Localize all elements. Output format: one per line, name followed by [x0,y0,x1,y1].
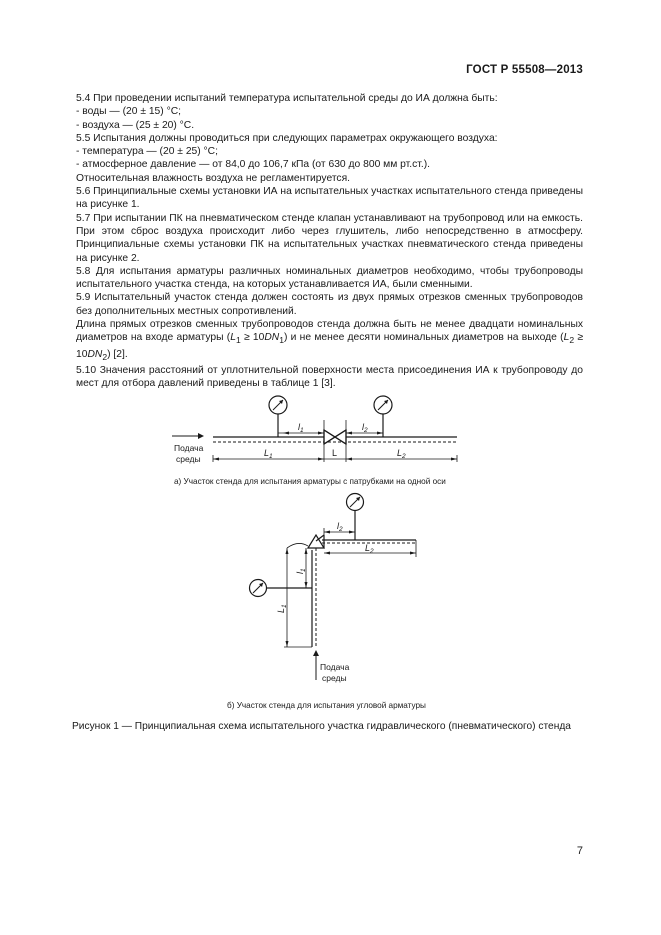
label-l2-b: $l_2$ [337,521,343,533]
feed-arrowhead-b [313,650,319,656]
pressure-gauge-b1-icon [347,494,364,541]
paragraph-5-4: 5.4 При проведении испытаний температура испытательной среды до ИА должна быть: [76,93,498,104]
arrow-L2b-left [324,552,330,555]
angle-valve-icon [308,535,324,548]
arrow-L1b-bottom [286,641,289,647]
feed-label-a-1: Подача [174,443,204,453]
paragraph-5-5: 5.5 Испытания должны проводиться при следующих параметрах окружающего воздуха: [76,132,498,144]
arrow-l2b-left [324,531,330,534]
label-L1-a: $L_1$ [264,448,273,460]
paragraph-5-9: 5.9 Испытательный участок стенда должен состоять из двух прямых отрезков сменных трубопроводов без дополнительных местных сопротивлений. [76,292,583,317]
arrow-l2-right [377,432,383,435]
ext-top-curve [287,543,308,548]
feed-arrowhead-a [198,433,204,439]
item-water: - воды — (20 ± 15) °C; [76,106,181,118]
humidity-note: Относительная влажность воздуха не регламентируется. [76,172,351,184]
pressure-gauge-b2-icon [250,580,313,597]
valve-icon [324,430,346,444]
arrow-L2-right [451,458,457,461]
item-temperature: - температура — (20 ± 25) °C; [76,146,218,158]
label-l2-a: $l_2$ [362,422,368,434]
label-L-a: L [332,448,338,458]
pressure-gauge-1-icon [269,396,287,437]
standard-header: ГОСТ Р 55508—2013 [466,64,583,76]
label-L2-b: $L_2$ [365,543,374,555]
item-air: - воздуха — (25 ± 20) °C. [76,119,195,131]
label-L1-b: $L_1$ [276,604,288,613]
caption-b: б) Участок стенда для испытания угловой арматуры [227,701,426,710]
paragraph-5-7: 5.7 При испытании ПК на пневматическом стенде клапан устанавливают на трубопровод или на емкость. При этом сброс воздуха происходит либо через глушитель, либо непосредственно в атмосферу. Принципиальные схемы установки ПК на испытательных участках пневматического стенда приведены на рисунке 2. [76,212,583,264]
figure-b-diagram [227,494,426,711]
arrow-l1-right [318,432,324,435]
paragraph-5-8: 5.8 Для испытания арматуры различных номинальных диаметров необходимо, чтобы трубопроводы испытательного участка стенда, на которых устанавливается ИА, были сменными. [76,265,583,291]
pressure-gauge-2-icon [374,396,392,437]
feed-label-b-2: среды [322,673,347,683]
body-text [76,92,583,391]
caption-a: а) Участок стенда для испытания арматуры с патрубками на одной оси [174,477,446,486]
paragraph-length: Длина прямых отрезков сменных трубопроводов стенда должна быть не менее двадцати номинальных диаметров на входе арматуры $(L_1 \ge 10DN_1)$ и не менее десяти номинальных диаметров на выходе $(L_2 \ge 10DN_2)$ [2]. [76,319,583,362]
item-pressure: - атмосферное давление — от 84,0 до 106,7 кПа (от 630 до 800 мм рт.ст.). [76,159,430,171]
arrow-L1-right [318,458,324,461]
page-number: 7 [576,845,583,857]
label-L2-a: $L_2$ [397,448,406,460]
arrow-l1b-bottom [305,582,308,588]
paragraph-5-6: 5.6 Принципиальные схемы установки ИА на испытательных участках испытательного стенда приведены на рисунке 1. [76,186,584,211]
feed-label-b-1: Подача [320,662,350,672]
arrow-l2-left [346,432,352,435]
label-l1-b: $l_1$ [295,568,307,574]
figure-caption: Рисунок 1 — Принципиальная схема испытательного участка гидравлического (пневматического) стенда [72,721,571,732]
label-l1-a: $l_1$ [298,422,304,434]
paragraph-5-10: 5.10 Значения расстояний от уплотнительной поверхности места присоединения ИА к трубопроводу до мест для отбора давлений приведены в таблице 1 [3]. [76,365,583,390]
feed-label-a-2: среды [176,454,201,464]
arrow-L1b-top [286,548,289,554]
arrow-L1-left [213,458,219,461]
arrow-L2b-right [410,552,416,555]
figure-a-diagram [172,396,457,486]
arrow-l2b-right [349,531,355,534]
arrow-l1b-top [305,548,308,554]
arrow-l1-left [283,432,289,435]
arrow-L2-left [346,458,352,461]
